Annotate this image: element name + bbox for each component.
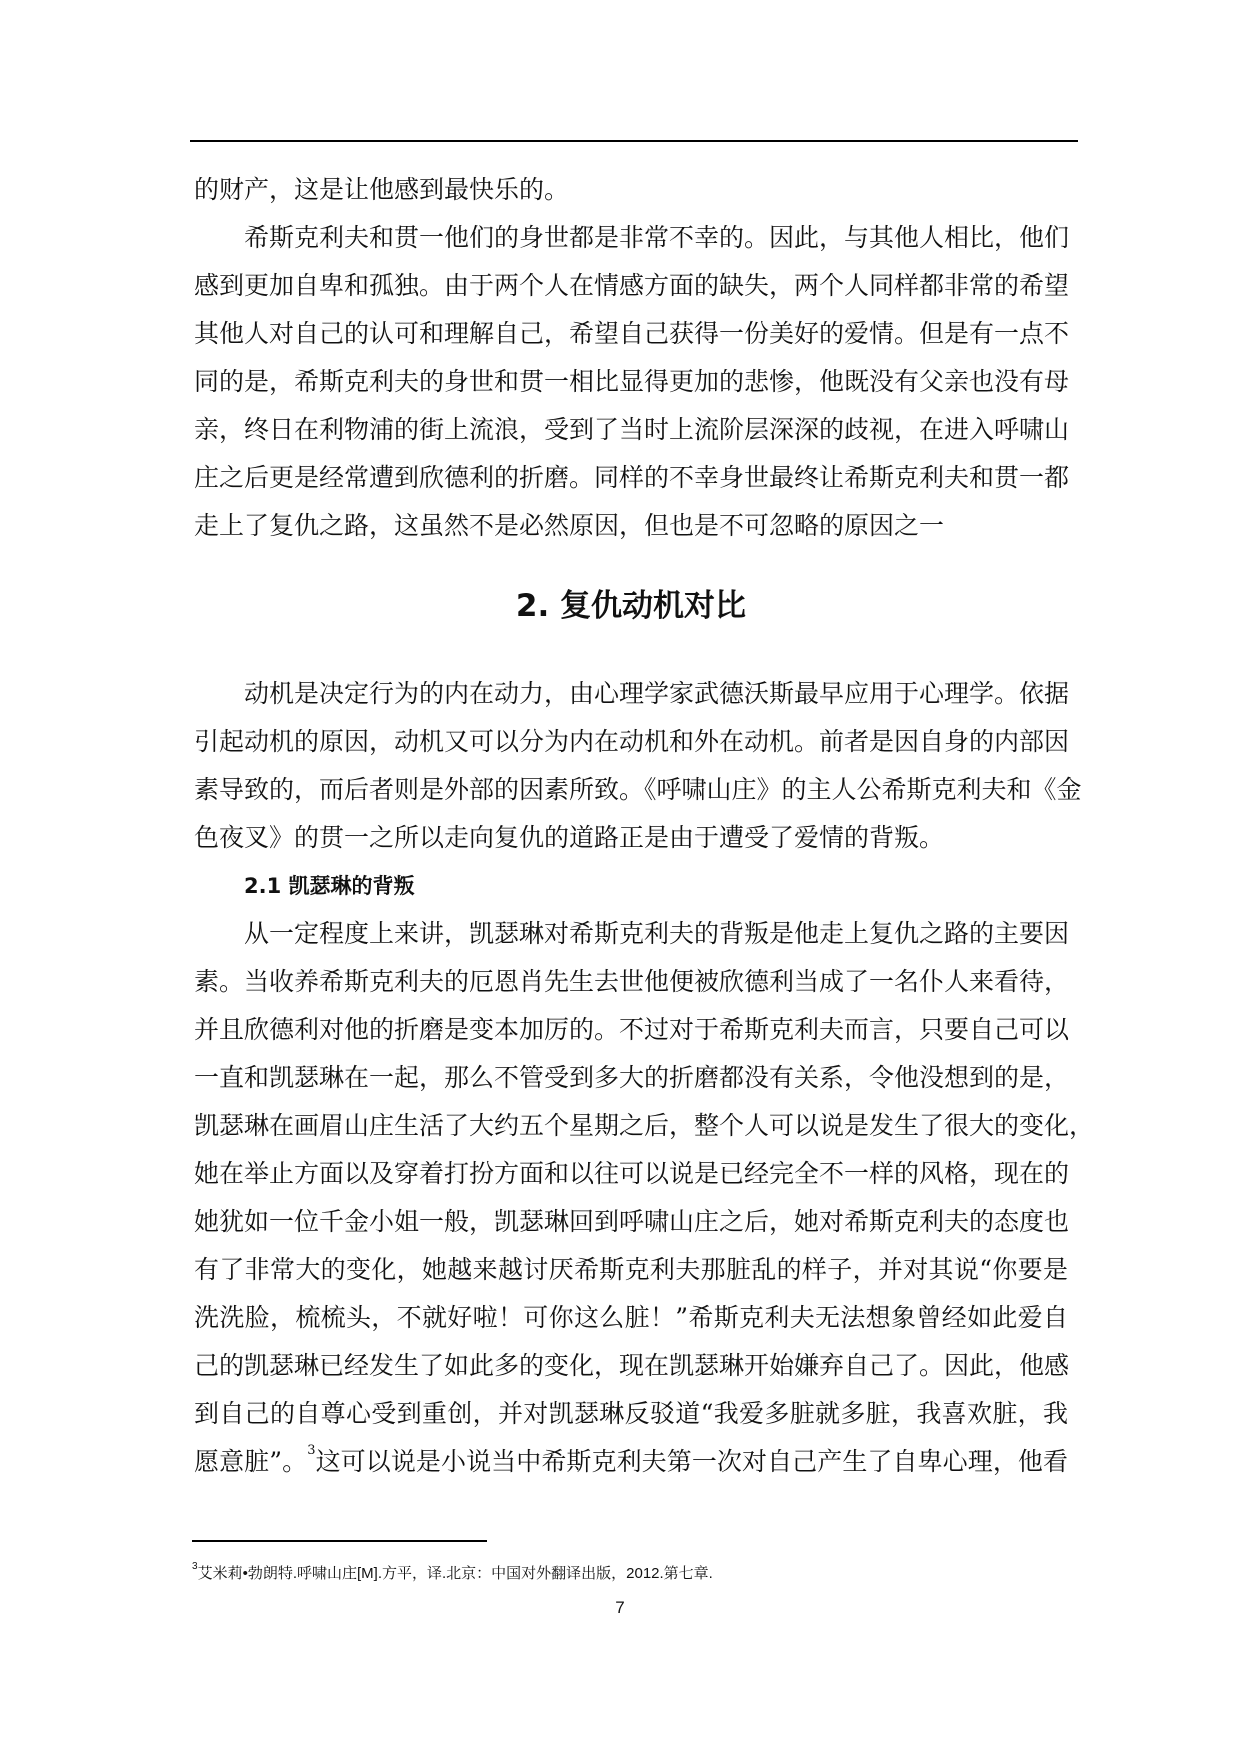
page-body <box>194 166 1095 1486</box>
paragraph-line: 其他人对自己的认可和理解自己，希望自己获得一份美好的爱情。但是有一点不 <box>194 319 1070 348</box>
paragraph-line: 亲，终日在利物浦的街上流浪，受到了当时上流阶层深深的歧视，在进入呼啸山 <box>194 415 1070 444</box>
paragraph-line: 一直和凯瑟琳在一起，那么不管受到多大的折磨都没有关系，令他没想到的是， <box>194 1063 1070 1092</box>
paragraph <box>194 670 1082 862</box>
paragraph-line: 庄之后更是经常遭到欣德利的折磨。同样的不幸身世最终让希斯克利夫和贯一都 <box>194 463 1070 492</box>
paragraph-line <box>194 1438 1068 1486</box>
paragraph-line: 并且欣德利对他的折磨是变本加厉的。不过对于希斯克利夫而言，只要自己可以 <box>194 1015 1070 1044</box>
paragraph-line: 素导致的，而后者则是外部的因素所致。《呼啸山庄》的主人公希斯克利夫和《金 <box>194 775 1082 804</box>
paragraph-line: 引起动机的原因，动机又可以分为内在动机和外在动机。前者是因自身的内部因 <box>194 727 1070 756</box>
paragraph-line: 洗洗脸，梳梳头，不就好啦！可你这么脏！”希斯克利夫无法想象曾经如此爱自 <box>194 1303 1068 1332</box>
paragraph-line: 己的凯瑟琳已经发生了如此多的变化，现在凯瑟琳开始嫌弃自己了。因此，他感 <box>194 1351 1070 1380</box>
paragraph-line: 素。当收养希斯克利夫的厄恩肖先生去世他便被欣德利当成了一名仆人来看待， <box>194 967 1070 996</box>
paragraph-line: 动机是决定行为的内在动力，由心理学家武德沃斯最早应用于心理学。依据 <box>244 679 1070 708</box>
paragraph-line: 从一定程度上来讲，凯瑟琳对希斯克利夫的背叛是他走上复仇之路的主要因 <box>244 919 1070 948</box>
paragraph-line: 凯瑟琳在画眉山庄生活了大约五个星期之后，整个人可以说是发生了很大的变化， <box>194 1111 1095 1140</box>
paragraph-line: 到自己的自尊心受到重创，并对凯瑟琳反驳道“我爱多脏就多脏，我喜欢脏，我 <box>194 1399 1068 1428</box>
paragraph-line: 希斯克利夫和贯一他们的身世都是非常不幸的。因此，与其他人相比，他们 <box>244 223 1070 252</box>
paragraph-line: 她犹如一位千金小姐一般，凯瑟琳回到呼啸山庄之后，她对希斯克利夫的态度也 <box>194 1207 1070 1236</box>
footnote-separator <box>192 1540 487 1542</box>
section-heading: 2. 复仇动机对比 <box>515 588 747 624</box>
paragraph-line: 走上了复仇之路，这虽然不是必然原因，但也是不可忽略的原因之一 <box>194 511 945 540</box>
paragraph <box>194 214 1068 550</box>
paragraph-line: 色夜叉》的贯一之所以走向复仇的道路正是由于遭受了爱情的背叛。 <box>194 823 945 852</box>
line-text: 愿意脏”。 <box>194 1447 308 1476</box>
paragraph-line: 有了非常大的变化，她越来越讨厌希斯克利夫那脏乱的样子，并对其说“你要是 <box>194 1255 1068 1284</box>
paragraph-line: 同的是，希斯克利夫的身世和贯一相比显得更加的悲惨，他既没有父亲也没有母 <box>194 367 1070 396</box>
line-text: 这可以说是小说当中希斯克利夫第一次对自己产生了自卑心理，他看 <box>315 1447 1068 1476</box>
footnote <box>192 1562 713 1583</box>
paragraph-line: 感到更加自卑和孤独。由于两个人在情感方面的缺失，两个人同样都非常的希望 <box>194 271 1070 300</box>
paragraph <box>194 910 1095 1486</box>
footnote-mark: 3 <box>192 1561 198 1572</box>
footnote-reference[interactable]: 3 <box>307 1443 316 1458</box>
header-rule <box>190 140 1078 142</box>
paragraph-line: 的财产，这是让他感到最快乐的。 <box>194 175 570 204</box>
subsection-heading: 2.1 凯瑟琳的背叛 <box>244 874 415 898</box>
page-number: 7 <box>615 1598 625 1617</box>
footnote-text: 艾米莉•勃朗特.呼啸山庄[M].方平，译.北京：中国对外翻译出版，2012.第七章. <box>197 1565 713 1582</box>
paragraph-line: 她在举止方面以及穿着打扮方面和以往可以说是已经完全不一样的风格，现在的 <box>194 1159 1070 1188</box>
